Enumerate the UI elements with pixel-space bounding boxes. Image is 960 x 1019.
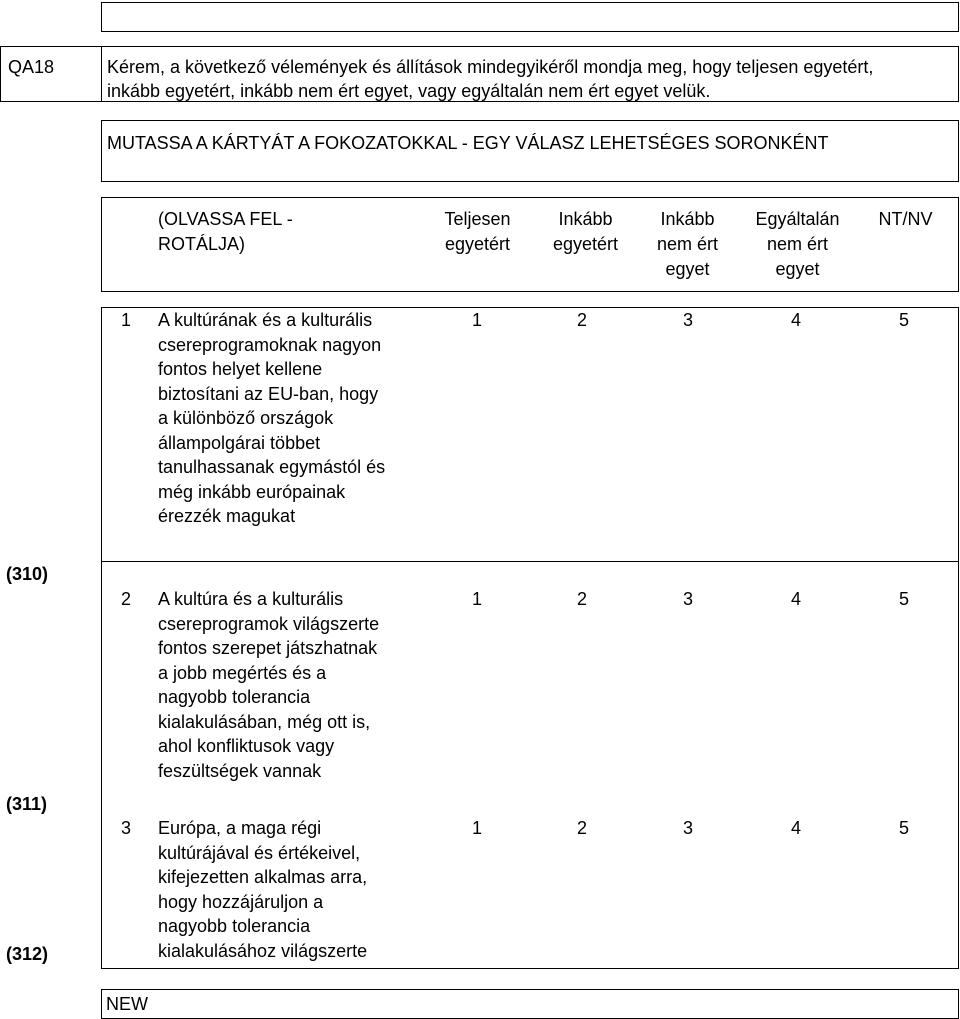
instruction-text: MUTASSA A KÁRTYÁT A FOKOZATOKKAL - EGY VÁLASZ LEHETSÉGES SORONKÉNT (107, 133, 829, 153)
option-1[interactable]: 1 (471, 818, 482, 838)
item-number: 2 (121, 589, 132, 609)
header-col-rather-agree: Inkább egyetért (552, 209, 619, 254)
item-code: (310) (6, 564, 49, 584)
option-3[interactable]: 3 (682, 818, 693, 838)
item-text: A kultúra és a kulturális csereprogramok világszerte fontos szerepet játszhatnak a jobb megértés és a nagyobb tolerancia kialakulásában, még ott is, ahol konfliktusok vagy feszültségek vannak (158, 589, 380, 781)
footer-new-label: NEW (106, 994, 148, 1014)
option-2[interactable]: 2 (576, 310, 587, 330)
top-empty-box (101, 2, 959, 32)
option-4[interactable]: 4 (790, 818, 801, 838)
header-col-fully-agree: Teljesen egyetért (444, 209, 511, 254)
footer-box (101, 989, 959, 1019)
question-divider (101, 46, 102, 102)
item-text: A kultúrának és a kulturális csereprogramoknak nagyon fontos helyet kellene biztosítani az EU-ban, hogy a különböző országok állampolgárai többet tanulhassanak egymástól és még inkább európainak érezzék magukat (158, 310, 386, 526)
option-4[interactable]: 4 (790, 310, 801, 330)
items-row-divider (101, 561, 959, 562)
option-3[interactable]: 3 (682, 589, 693, 609)
option-2[interactable]: 2 (576, 818, 587, 838)
item-text: Európa, a maga régi kultúrájával és értékeivel, kifejezetten alkalmas arra, hogy hozzájáruljon a nagyobb tolerancia kialakulásához világszerte (158, 818, 368, 961)
option-2[interactable]: 2 (576, 589, 587, 609)
option-5[interactable]: 5 (898, 589, 909, 609)
header-col-dont-know: NT/NV (878, 209, 933, 229)
option-5[interactable]: 5 (898, 818, 909, 838)
item-number: 1 (121, 310, 132, 330)
header-col-totally-disagree: Egyáltalán nem ért egyet (755, 209, 840, 279)
option-5[interactable]: 5 (898, 310, 909, 330)
item-code: (312) (6, 944, 49, 964)
option-4[interactable]: 4 (790, 589, 801, 609)
item-code: (311) (6, 794, 48, 814)
option-1[interactable]: 1 (471, 310, 482, 330)
header-item-label: (OLVASSA FEL - ROTÁLJA) (158, 209, 293, 254)
question-text: Kérem, a következő vélemények és állítások mindegyikéről mondja meg, hogy teljesen egyetért, inkább egyetért, inkább nem ért egyet, vagy egyáltalán nem ért egyet velük. (107, 57, 874, 101)
item-number: 3 (121, 818, 132, 838)
option-1[interactable]: 1 (471, 589, 482, 609)
question-code: QA18 (8, 57, 55, 77)
option-3[interactable]: 3 (682, 310, 693, 330)
header-col-rather-disagree: Inkább nem ért egyet (656, 209, 719, 279)
